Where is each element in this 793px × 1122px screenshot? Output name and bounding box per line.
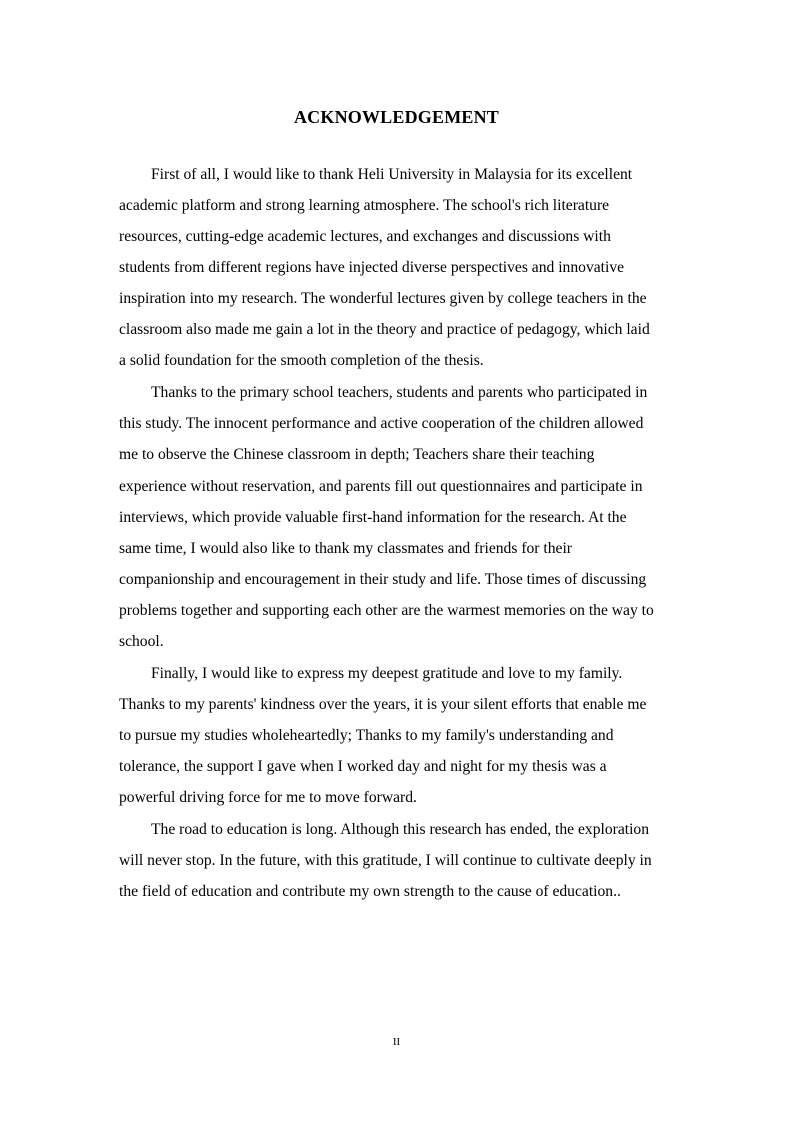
text-line: me to observe the Chinese classroom in depth; Teachers share their teaching: [119, 446, 595, 463]
text-line: Thanks to my parents' kindness over the years, it is your silent efforts that enable me: [119, 696, 647, 713]
text-line: inspiration into my research. The wonderful lectures given by college teachers in the: [119, 290, 647, 307]
text-line: The road to education is long. Although this research has ended, the exploration: [151, 821, 650, 838]
text-line: academic platform and strong learning atmosphere. The school's rich literature: [119, 197, 610, 214]
text-line: school.: [119, 633, 164, 650]
text-line: companionship and encouragement in their study and life. Those times of discussing: [119, 571, 647, 588]
text-line: classroom also made me gain a lot in the theory and practice of pedagogy, which laid: [119, 321, 650, 338]
text-line: powerful driving force for me to move forward.: [119, 789, 417, 806]
text-line: a solid foundation for the smooth completion of the thesis.: [119, 352, 484, 369]
page-number: II: [392, 1036, 401, 1048]
text-line: students from different regions have injected diverse perspectives and innovative: [119, 259, 625, 276]
text-line: this study. The innocent performance and active cooperation of the children allowed: [119, 415, 644, 432]
text-line: same time, I would also like to thank my classmates and friends for their: [119, 540, 572, 557]
text-line: Thanks to the primary school teachers, students and parents who participated in: [151, 384, 648, 401]
text-line: resources, cutting-edge academic lectures, and exchanges and discussions with: [119, 228, 611, 245]
page-title: ACKNOWLEDGEMENT: [293, 107, 500, 127]
text-line: experience without reservation, and parents fill out questionnaires and participate in: [119, 478, 643, 495]
text-line: tolerance, the support I gave when I worked day and night for my thesis was a: [119, 758, 607, 775]
text-line: interviews, which provide valuable first-hand information for the research. At the: [119, 509, 627, 526]
text-line: Finally, I would like to express my deepest gratitude and love to my family.: [151, 665, 623, 682]
text-line: will never stop. In the future, with this gratitude, I will continue to cultivate deeply in: [119, 852, 652, 869]
text-line: to pursue my studies wholeheartedly; Thanks to my family's understanding and: [119, 727, 614, 744]
text-line: First of all, I would like to thank Heli University in Malaysia for its excellent: [151, 166, 633, 183]
text-line: the field of education and contribute my own strength to the cause of education..: [119, 883, 621, 900]
text-line: problems together and supporting each other are the warmest memories on the way to: [119, 602, 654, 619]
